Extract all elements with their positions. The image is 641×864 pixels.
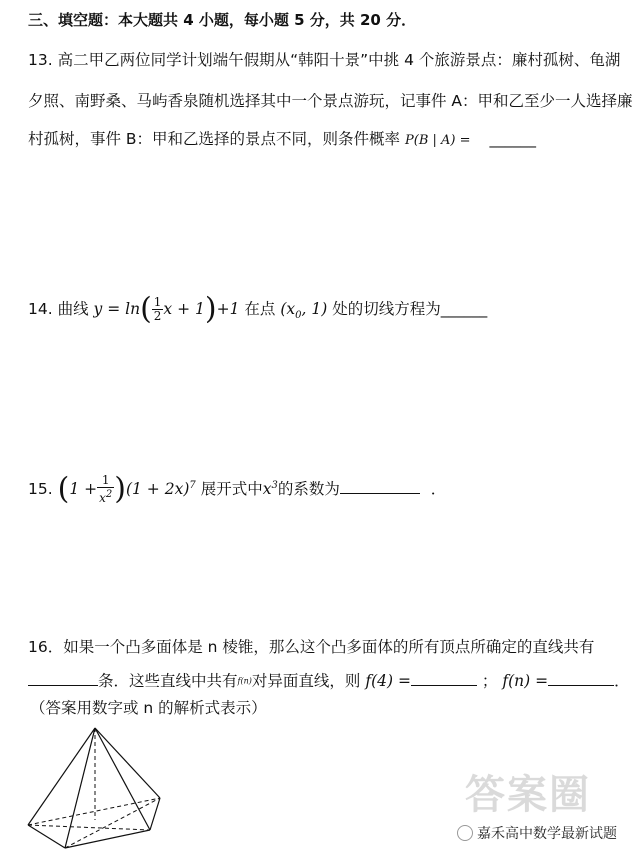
q15-term2: (1 + 2x) <box>125 480 190 498</box>
q16-end: ． <box>614 672 630 690</box>
q15-frac-num: 1 <box>97 474 114 488</box>
q14-frac-den: 2 <box>153 309 162 323</box>
section-title: 三、填空题：本大题共 4 小题，每小题 5 分，共 20 分． <box>28 11 417 29</box>
q16-f4: f(4) = <box>365 672 411 690</box>
q15-exp: 7 <box>189 479 196 491</box>
q16-fn-small: f(n) <box>237 676 252 686</box>
q15-line <box>28 471 447 507</box>
q15-term1: 1 + <box>69 480 98 498</box>
q15-right-paren: ) <box>114 471 126 507</box>
q13-answer-blank: ______ <box>489 130 536 148</box>
q13-line3-text: 村孤树，事件 B：甲和乙选择的景点不同，则条件概率 <box>28 130 401 148</box>
q14-fraction <box>152 296 164 323</box>
q16-text-a: 条．这些直线中共有 <box>98 672 238 690</box>
q15-fraction <box>97 474 114 505</box>
wechat-icon <box>457 825 473 841</box>
q14-suffix: 处的切线方程为______ <box>332 300 488 318</box>
q14-point-text: 在点 <box>244 300 276 318</box>
q15-left-paren: ( <box>57 471 70 507</box>
watermark-text: 嘉禾高中数学最新试题 <box>477 826 617 842</box>
q16-line1: 16．如果一个凸多面体是 n 棱锥，那么这个凸多面体的所有顶点所确定的直线共有 <box>28 638 595 656</box>
q14-prefix: 14. 曲线 <box>28 300 89 318</box>
pyramid-figure <box>20 720 200 860</box>
q15-x: $x^3$ <box>262 479 278 498</box>
q16-sep: ； <box>481 672 498 690</box>
q15-text2: 的系数为 <box>277 480 340 498</box>
q16-blank-fn <box>548 669 614 686</box>
q16-line3: （答案用数字或 n 的解析式表示） <box>30 699 267 717</box>
q16-blank-lines <box>28 669 98 686</box>
q15-answer-blank <box>340 477 420 494</box>
q15-text1: 展开式中 <box>200 480 263 498</box>
q13-conditional-prob: P(B | A) = <box>405 133 471 148</box>
q13-line2: 夕照、南野桑、马屿香泉随机选择其中一个景点游玩，记事件 A：甲和乙至少一人选择廉 <box>28 92 633 110</box>
q15-prefix: 15. <box>28 480 53 498</box>
watermark-logo: 答案圈 <box>465 772 591 818</box>
q14-left-paren: ( <box>140 291 152 327</box>
q16-text-b: 对异面直线，则 <box>251 672 361 690</box>
q16-blank-f4 <box>411 669 477 686</box>
q15-tail: ． <box>430 480 447 498</box>
q13-line3 <box>28 129 536 151</box>
q14-tail: +1 <box>216 300 240 318</box>
q14-right-paren: ) <box>204 291 217 327</box>
q14-inner: x + 1 <box>163 300 205 318</box>
watermark <box>455 755 635 855</box>
q16-line2 <box>28 669 630 692</box>
q14-lhs: y = ln <box>93 300 141 318</box>
q13-line1: 13. 高二甲乙两位同学计划端午假期从“韩阳十景”中挑 4 个旅游景点：廉村孤树、龟湖 <box>28 51 621 69</box>
q16-fn: f(n) = <box>502 672 549 690</box>
q14-frac-num: 1 <box>153 295 162 309</box>
q14-line <box>28 291 488 327</box>
q15-frac-den: $x^2$ <box>99 489 113 505</box>
q14-point: ($x_0$, 1) <box>280 300 328 322</box>
